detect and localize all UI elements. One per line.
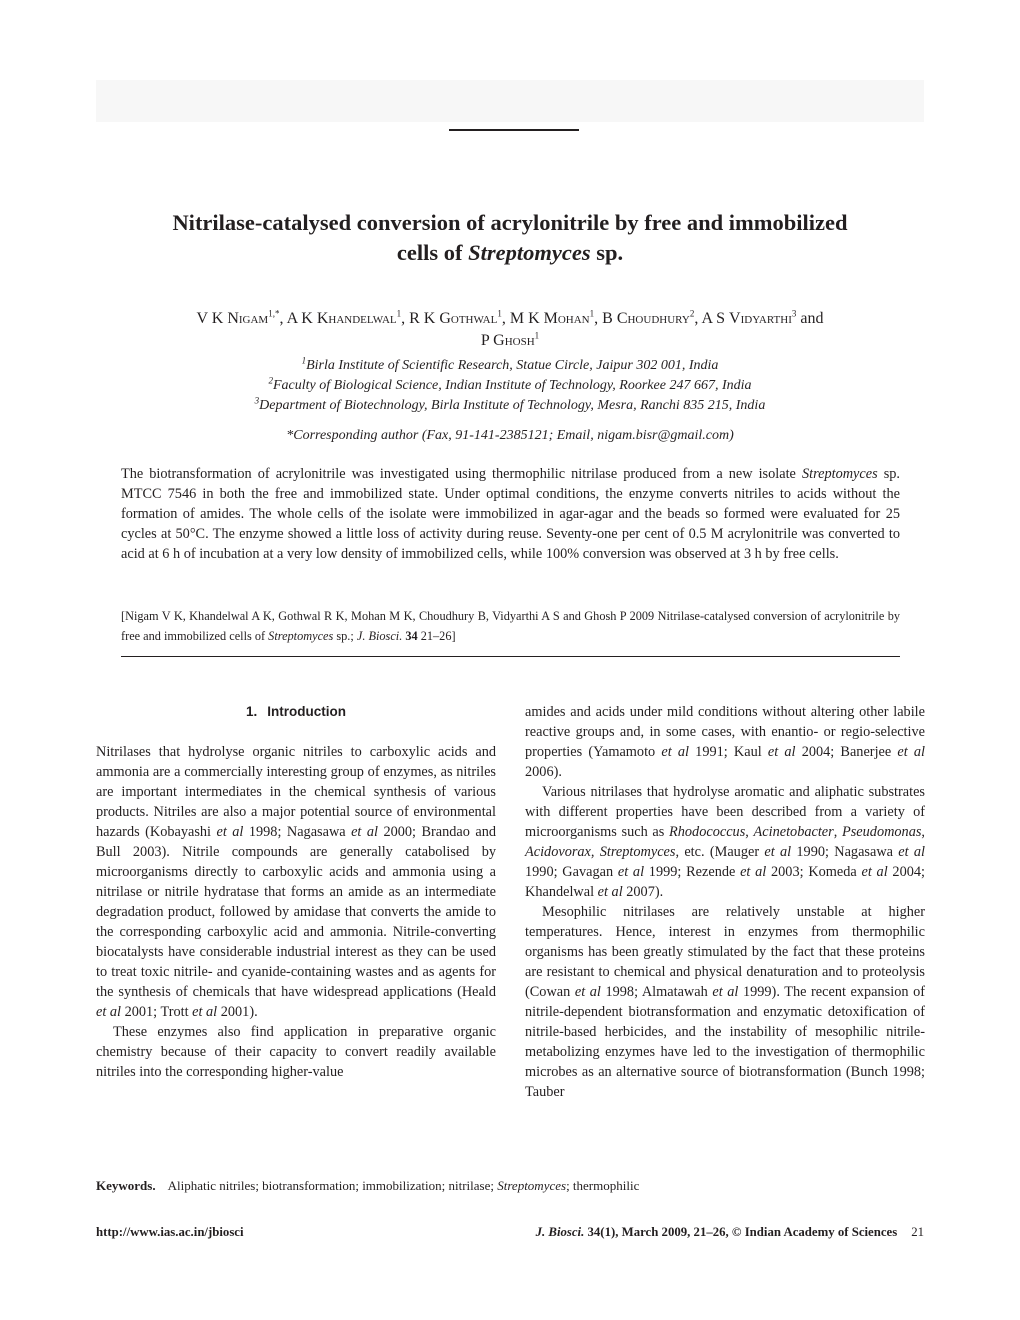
author: B Choudhury$^2$, — [602, 308, 702, 327]
journal-url-link[interactable]: http://www.ias.ac.in/jbiosci — [96, 1225, 244, 1239]
abstract-divider — [121, 656, 900, 657]
body-paragraph: Nitrilases that hydrolyse organic nitriles to carboxylic acids and ammonia are a commercially interesting group of enzymes, as nitriles are important intermediates in the chemical synthesis of various products. Nitriles are also a major potential source of environmental hazards (Kobayashi et al 1998; Nagasawa et al 2000; Brandao and Bull 2003). Nitrile compounds are generally catabolised by microorganisms directly to carboxylic acids and ammonia using a nitrilase or nitrile hydratase that forms an amide as an intermediate degradation product, followed by amidase that converts the amide to the corresponding carboxylic acid and ammonia. Nitrile-converting biocatalysts have considerable industrial interest as they can be used to treat toxic nitrile- and cyanide-containing wastes and as agents for the synthesis of chemicals that have widespread applications (Heald et al 2001; Trott et al 2001). — [96, 744, 496, 1020]
author: R K Gothwal$^1$, — [409, 308, 510, 327]
keywords: Keywords. Aliphatic nitriles; biotransformation; immobilization; nitrilase; Streptomyces; thermophilic — [96, 1178, 640, 1193]
page-number: 21 — [911, 1225, 924, 1239]
affiliation: $^1$Birla Institute of Scientific Research, Statue Circle, Jaipur 302 001, India — [301, 355, 719, 373]
author: M K Mohan$^1$, — [509, 308, 603, 327]
section-heading: 1. Introduction — [246, 704, 346, 719]
affiliation: $^3$Department of Biotechnology, Birla Institute of Technology, Mesra, Ranchi 835 215, India — [254, 395, 766, 413]
citation: [Nigam V K, Khandelwal A K, Gothwal R K, Mohan M K, Choudhury B, Vidyarthi A S and Ghosh P 2009 Nitrilase-catalysed conversion of acrylonitrile by free and immobilized cells of Streptomyces sp.; J. Biosci. 34 21–26] — [121, 609, 900, 643]
page-footer — [96, 1221, 924, 1243]
body-paragraph: Mesophilic nitrilases are relatively unstable at higher temperatures. Hence, interest in enzymes from thermophilic organisms has been greatly stimulated by the fact that these proteins are resistant to chemical and physical denaturation and to proteolysis (Cowan et al 1998; Almatawah et al 1999). The recent expansion of nitrile-dependent biotransformation and enzymatic detoxification of nitrile-based herbicides, and the instability of mesophilic nitrile-metabolizing enzymes have led to the investigation of thermophilic microbes as an alternative source of biotransformation (Bunch 1998; Tauber — [525, 904, 926, 1100]
body-paragraph: amides and acids under mild conditions without altering other labile reactive groups and, in some cases, with enantio- or regio-selective properties (Yamamoto et al 1991; Kaul et al 2004; Banerjee et al 2006). — [525, 704, 926, 780]
author: A K Khandelwal$^1$, — [286, 308, 410, 327]
affiliations — [96, 356, 924, 446]
title-line-2: cells of Streptomyces sp. — [396, 240, 624, 265]
title-genus: Streptomyces — [468, 240, 591, 265]
article-title — [96, 208, 924, 268]
journal-info: J. Biosci. 34(1), March 2009, 21–26, © Indian Academy of Sciences 21 — [535, 1225, 924, 1239]
body-paragraph: Various nitrilases that hydrolyse aromatic and aliphatic substrates with different properties have been described from a variety of microorganisms such as Rhodococcus, Acinetobacter, Pseudomonas, Acidovorax, Streptomyces, etc. (Mauger et al 1990; Nagasawa et al 1990; Gavagan et al 1999; Rezende et al 2003; Komeda et al 2004; Khandelwal et al 2007). — [525, 784, 926, 900]
header-rule — [449, 129, 579, 131]
column-left — [96, 702, 496, 1082]
body-paragraph: These enzymes also find application in preparative organic chemistry because of their capacity to convert readily available nitriles into the corresponding higher-value — [96, 1024, 496, 1080]
author-list — [96, 308, 924, 352]
abstract: The biotransformation of acrylonitrile was investigated using thermophilic nitrilase produced from a new isolate Streptomyces sp. MTCC 7546 in both the free and immobilized state. Under optimal conditions, the enzyme converts nitriles to acids without the formation of amides. The whole cells of the isolate were immobilized in agar-agar and the beads so formed were evaluated for 25 cycles at 50°C. The enzyme showed a little loss of activity during reuse. Seventy-one per cent of 0.5 M acrylonitrile was converted to acid at 6 h of incubation at a very low density of immobilized cells, while 100% conversion was observed at 3 h by free cells. — [121, 466, 900, 562]
title-line-1: Nitrilase-catalysed conversion of acrylonitrile by free and immobilized — [172, 210, 848, 235]
author: A S Vidyarthi$^3$ and — [701, 308, 824, 327]
header-band — [96, 80, 924, 122]
author: V K Nigam$^{1,*}$, — [196, 308, 287, 327]
author: P Ghosh$^1$ — [480, 330, 540, 349]
affiliation: $^2$Faculty of Biological Science, Indian Institute of Technology, Roorkee 247 667, India — [268, 375, 752, 393]
corresponding-author: *Corresponding author (Fax, 91-141-2385121; Email, nigam.bisr@gmail.com) — [286, 428, 734, 443]
column-right — [525, 702, 925, 1102]
